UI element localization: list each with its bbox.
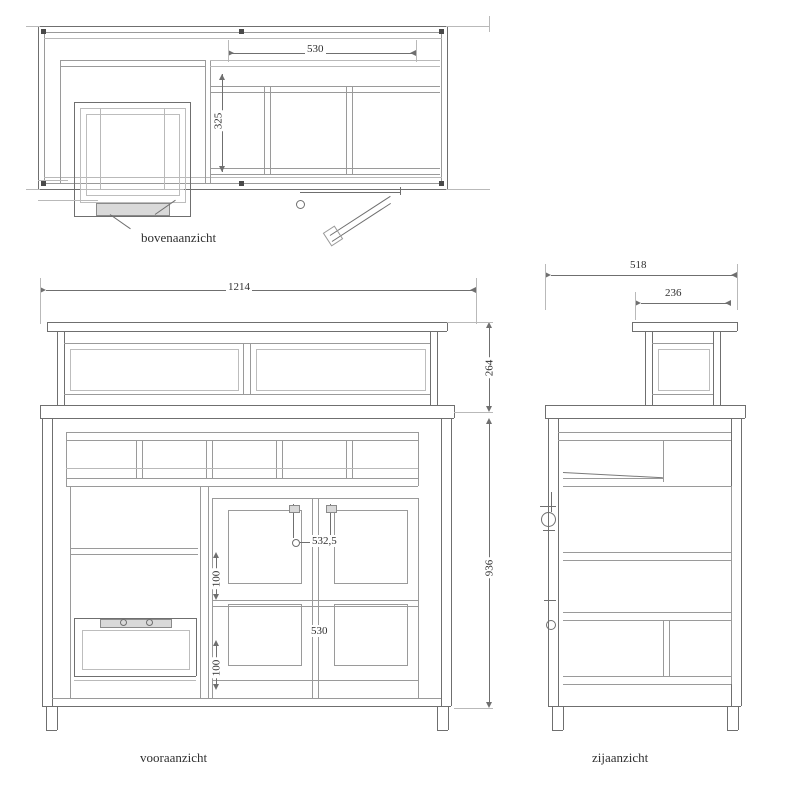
top-right-bay-left: [210, 60, 211, 183]
front-shelf-inner-line: [66, 468, 418, 469]
side-knob-circle: [546, 620, 556, 630]
dim-front-width-text: 1214: [228, 281, 250, 293]
dim-front-mid-text: 532,5: [312, 535, 337, 547]
front-basin-bottom: [74, 676, 196, 677]
top-mid-post-bottom: [239, 181, 244, 186]
side-hutch-slab-right: [737, 322, 738, 331]
dim-top-depth-arrow-down: [219, 166, 225, 172]
front-latch-head-right: [326, 505, 337, 513]
dim-drawer-upper-text: 100: [210, 570, 223, 588]
front-hutch-divider2: [250, 343, 251, 394]
front-shelf-div-4b: [352, 440, 353, 478]
side-hutch-slab-left: [632, 322, 633, 331]
side-body-back-post2: [741, 418, 742, 706]
dim-front-width-ext-left: [40, 278, 41, 324]
side-hutch-post-right2: [720, 331, 721, 405]
front-shelf-rail-2: [66, 478, 418, 479]
top-right-div-2: [346, 86, 347, 174]
side-worktop-right: [745, 405, 746, 418]
top-ext-right-2: [446, 189, 490, 190]
side-hutch-post-left: [645, 331, 646, 405]
top-hinge-circle-1: [296, 200, 305, 209]
front-body-left-post: [42, 418, 43, 706]
side-worktop-top: [545, 405, 745, 406]
front-worktop-top: [40, 405, 454, 406]
top-outline-top: [38, 26, 448, 27]
side-shelf-5: [563, 676, 731, 677]
top-corner-post-se: [439, 181, 444, 186]
front-leg-left-b: [57, 706, 58, 730]
top-inner-right: [441, 32, 442, 184]
front-body-right-post: [441, 418, 442, 706]
side-hutch-post-right: [713, 331, 714, 405]
front-hutch-right-post: [430, 331, 431, 405]
top-right-div-1: [264, 86, 265, 174]
side-hutch-panel: [658, 349, 710, 391]
front-shelf-div-2: [206, 440, 207, 478]
front-body-bottom-rail2: [52, 698, 441, 699]
side-leg-front-a: [552, 706, 553, 730]
dim-top-width-text: 530: [307, 43, 324, 55]
top-ext-right-tick: [489, 16, 490, 32]
front-basin-right: [196, 618, 197, 676]
front-hutch-rail-top: [64, 343, 430, 344]
top-left-bay-right: [205, 60, 206, 183]
dim-front-height-arrow-up: [486, 418, 492, 424]
top-ext-left-1: [26, 26, 40, 27]
top-basin-div-1: [100, 108, 101, 189]
top-right-bay-top: [210, 60, 440, 61]
front-body-bottom-rail: [42, 706, 451, 707]
top-right-div-2b: [352, 86, 353, 174]
side-leg-back-a: [727, 706, 728, 730]
side-shelf-2: [563, 478, 663, 479]
top-right-bay-top2: [210, 66, 440, 67]
front-hutch-rail-bottom: [64, 394, 430, 395]
top-mid-post-top: [239, 29, 244, 34]
front-partition-left2: [208, 486, 209, 698]
dim-drawer-upper-arrow-up: [213, 552, 219, 558]
side-leg-back-b: [738, 706, 739, 730]
front-shelf-div-1b: [142, 440, 143, 478]
side-shelf-1b: [558, 440, 731, 441]
top-basin-bottom: [74, 216, 191, 217]
side-knob-bar: [544, 600, 556, 601]
dim-front-width-line: [46, 290, 476, 291]
side-inner-upright: [663, 440, 664, 482]
front-left-bay-shelf: [70, 548, 198, 549]
top-right-div-1b: [270, 86, 271, 174]
front-hutch-top-slab-bottom: [47, 331, 447, 332]
top-outline-left: [38, 26, 39, 190]
top-left-bay-top2: [60, 66, 205, 67]
side-body-front-post2: [558, 418, 559, 706]
side-worktop-bottom: [545, 418, 745, 419]
front-worktop-left: [40, 405, 41, 418]
dim-top-depth-arrow-up: [219, 74, 225, 80]
dim-drawer-lower-arrow-down: [213, 684, 219, 690]
front-hutch-left-post: [57, 331, 58, 405]
front-basin-base: [74, 680, 196, 681]
side-hinge-stem: [551, 492, 552, 512]
front-door-panel-bl: [228, 604, 302, 666]
dim-top-depth-text: 325: [212, 112, 225, 130]
top-corner-post-nw: [41, 29, 46, 34]
top-ext-right-1: [446, 26, 490, 27]
side-hutch-rail-top: [652, 343, 713, 344]
front-basin-knob-1: [120, 619, 127, 626]
top-corner-post-sw: [41, 181, 46, 186]
top-left-bay-left: [60, 60, 61, 183]
front-shelf-rail-1b: [66, 440, 418, 441]
front-basin-left: [74, 618, 75, 676]
dim-side-depth-line: [551, 275, 737, 276]
front-door-panel-br: [334, 604, 408, 666]
front-leg-left-a: [46, 706, 47, 730]
caption-top-view: bovenaanzicht: [141, 230, 217, 245]
top-corner-post-ne: [439, 29, 444, 34]
side-shelf-3b: [563, 560, 731, 561]
front-shelf-div-3b: [282, 440, 283, 478]
caption-front-view: vooraanzicht: [140, 750, 208, 765]
dim-side-depth-ext-right: [737, 264, 738, 310]
top-basin-top: [74, 102, 191, 103]
front-doors-center2: [318, 498, 319, 698]
front-doors-center: [312, 498, 313, 698]
dim-front-upper-ext-top: [447, 322, 493, 323]
side-shelf-1: [558, 432, 731, 433]
side-shelf-4b: [563, 620, 731, 621]
front-body-right-post2: [451, 418, 452, 706]
top-ext-basin-1: [38, 200, 98, 201]
front-hutch-top-slab-top: [47, 322, 447, 323]
front-shelf-div-3: [276, 440, 277, 478]
side-leg-back-foot: [727, 730, 738, 731]
front-hutch-panel-left: [70, 349, 239, 391]
front-left-bay-shelf2: [70, 554, 198, 555]
front-leg-right-b: [448, 706, 449, 730]
front-left-bay-edge: [70, 486, 71, 698]
front-basin-panel: [82, 630, 190, 670]
front-hutch-right-post2: [437, 331, 438, 405]
top-right-shelf-top2: [210, 92, 440, 93]
front-leg-right-a: [437, 706, 438, 730]
side-shelf-4: [563, 612, 731, 613]
front-shelf-end-right: [418, 432, 419, 486]
top-basin-shelf: [80, 189, 184, 190]
front-shelf-rail-1: [66, 432, 418, 433]
side-hutch-slab-bottom: [632, 331, 737, 332]
top-inner-top2: [44, 38, 442, 39]
side-shelf-2b: [563, 486, 731, 487]
front-door-panel-tr: [334, 510, 408, 584]
dim-532-leader: [300, 542, 310, 543]
front-leg-right-foot: [437, 730, 448, 731]
side-inner-upright-2b: [669, 620, 670, 676]
dim-drawer-upper-arrow-down: [213, 594, 219, 600]
front-basin-handle-bar: [100, 619, 172, 628]
side-hinge-bar-2: [543, 530, 555, 531]
front-hutch-slab-right: [447, 322, 448, 331]
top-outline-right: [447, 26, 448, 190]
side-body-front-post: [548, 418, 549, 706]
top-right-shelf-bottom2: [210, 174, 440, 175]
side-hutch-rail-bottom: [652, 394, 713, 395]
front-doors-bottom: [212, 680, 418, 681]
front-shelf-rail-2b: [66, 486, 418, 487]
front-latch-circle-left: [292, 539, 300, 547]
dim-side-upper-text: 236: [665, 287, 682, 299]
dim-side-upper-ext-left: [635, 292, 636, 320]
dim-front-upper-text: 264: [483, 359, 496, 377]
dim-front-width-ext-right: [476, 278, 477, 324]
side-hinge-bar-1: [540, 506, 556, 507]
top-inner-left: [44, 32, 45, 184]
side-inner-upright-2: [663, 620, 664, 676]
front-hutch-panel-right: [256, 349, 426, 391]
top-lever-arm-base: [300, 192, 400, 193]
front-shelf-div-1: [136, 440, 137, 478]
dim-top-width-ext-left: [228, 40, 229, 62]
side-shelf-3: [563, 552, 731, 553]
front-shelf-div-4: [346, 440, 347, 478]
dim-side-upper-line: [641, 303, 731, 304]
front-door-panel-tl: [228, 510, 302, 584]
side-shelf-5b: [563, 684, 731, 685]
side-leg-front-foot: [552, 730, 563, 731]
dim-front-door-width-text: 530: [311, 625, 328, 637]
side-worktop-left: [545, 405, 546, 418]
dim-side-depth-text: 518: [630, 259, 647, 271]
front-body-left-post2: [52, 418, 53, 706]
front-worktop-bottom: [40, 418, 454, 419]
side-back-inner: [731, 486, 732, 684]
top-basin-div-2: [164, 108, 165, 189]
dim-side-depth-ext-left: [545, 264, 546, 310]
side-body-bottom: [548, 706, 741, 707]
caption-side-view: zijaanzicht: [592, 750, 649, 765]
top-right-shelf-top: [210, 86, 440, 87]
dim-front-height-text: 936: [483, 559, 496, 577]
dim-side-upper-arrow-right: [725, 300, 731, 306]
side-leg-front-b: [563, 706, 564, 730]
front-doors-right: [418, 498, 419, 698]
dim-front-upper-ext-bot: [454, 412, 493, 413]
front-shelf-div-2b: [212, 440, 213, 478]
dim-drawer-lower-text: 100: [210, 659, 223, 677]
front-leg-left-foot: [46, 730, 57, 731]
dim-drawer-lower-arrow-up: [213, 640, 219, 646]
top-ext-left-2: [26, 189, 40, 190]
top-right-shelf-bottom: [210, 168, 440, 169]
front-partition-left: [200, 486, 201, 698]
top-basin-left: [74, 102, 75, 216]
front-doors-mid: [212, 600, 418, 601]
front-hutch-divider: [243, 343, 244, 394]
side-hutch-slab-top: [632, 322, 737, 323]
front-latch-head-left: [289, 505, 300, 513]
dim-front-height-ext-bot: [454, 708, 493, 709]
front-basin-knob-2: [146, 619, 153, 626]
top-lever-pivot: [400, 187, 401, 195]
top-ext-basin-2: [38, 180, 68, 181]
top-basin-right: [190, 102, 191, 216]
top-lever-arm: [330, 196, 391, 236]
front-hutch-slab-left: [47, 322, 48, 331]
front-shelf-end-left: [66, 432, 67, 486]
dim-top-width-ext-right: [416, 40, 417, 62]
side-hinge-circle: [541, 512, 556, 527]
top-left-bay-top: [60, 60, 205, 61]
front-doors-top: [212, 498, 418, 499]
